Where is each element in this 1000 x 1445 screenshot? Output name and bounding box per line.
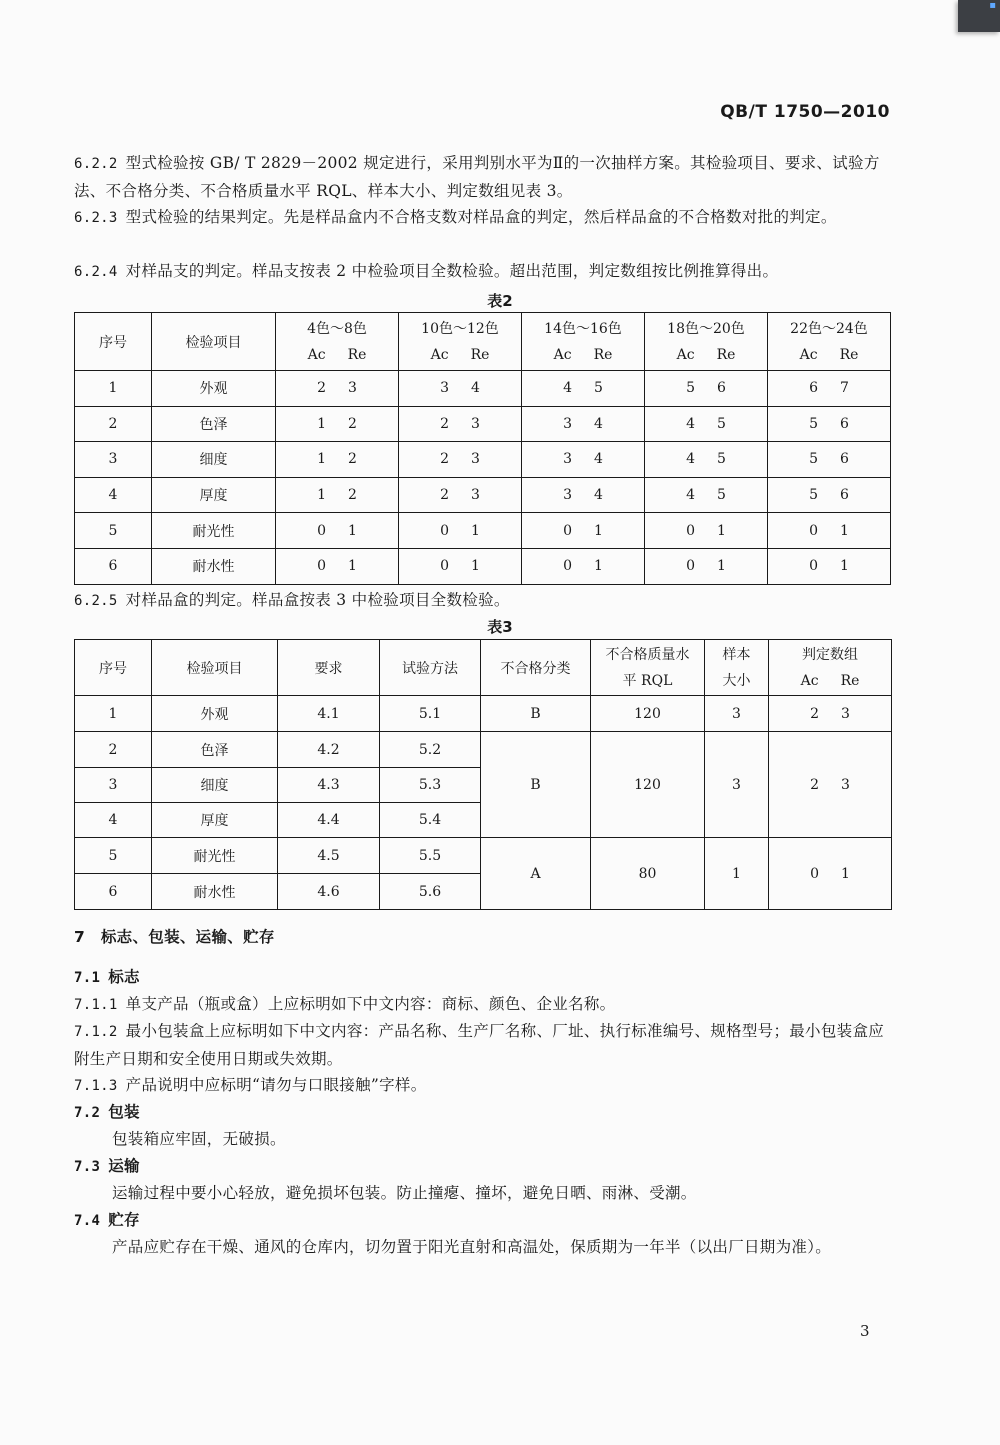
table-row	[75, 406, 891, 442]
table3-header-rql	[591, 640, 705, 696]
re-label: Re	[593, 346, 613, 363]
heading-text: 标志	[108, 968, 140, 986]
item-cell: 外观	[152, 696, 278, 732]
re-value: 4	[594, 487, 603, 504]
re-value: 1	[348, 522, 357, 539]
re-label: Re	[470, 346, 490, 363]
value-cell	[768, 442, 891, 478]
seq-cell: 1	[75, 696, 152, 732]
re-value: 1	[471, 558, 480, 575]
ac-value: 4	[563, 380, 572, 397]
ac-value: 0	[317, 558, 326, 575]
seq-cell: 1	[75, 371, 152, 407]
seq-cell: 4	[75, 477, 152, 513]
table-row	[75, 513, 891, 549]
re-label: Re	[716, 346, 736, 363]
ac-value: 3	[563, 451, 572, 468]
sample-cell: 3	[705, 696, 769, 732]
text-7-4: 产品应贮存在干燥、通风的仓库内，切勿置于阳光直射和高温处，保质期为一年半（以出厂日期为准）。	[112, 1238, 832, 1256]
re-value: 6	[840, 451, 849, 468]
re-value: 5	[717, 451, 726, 468]
value-cell	[768, 513, 891, 549]
value-cell	[399, 442, 522, 478]
clause-text: 最小包装盒上应标明如下中文内容：产品名称、生产厂名称、厂址、执行标准编号、规格型号；最小包装盒应附生产日期和安全使用日期或失效期。	[74, 1022, 885, 1068]
seq-cell: 3	[75, 768, 152, 803]
text-7-3: 运输过程中要小心轻放，避免损坏包装。防止撞瘪、撞坏，避免日晒、雨淋、受潮。	[112, 1184, 697, 1202]
re-value: 3	[841, 705, 850, 722]
value-cell	[522, 371, 645, 407]
judge-cell	[769, 696, 892, 732]
table3-header-row	[75, 640, 892, 696]
sample-cell: 1	[705, 838, 769, 910]
value-cell	[276, 371, 399, 407]
clause-number: 6.2.3	[74, 210, 118, 226]
ac-value: 4	[686, 451, 695, 468]
ac-value: 0	[317, 522, 326, 539]
clause-number: 6.2.2	[74, 156, 118, 172]
re-value: 6	[717, 380, 726, 397]
clause-number: 7.1.2	[74, 1024, 118, 1040]
ac-value: 0	[440, 522, 449, 539]
value-cell	[768, 371, 891, 407]
clause-text: 产品说明中应标明“请勿与口眼接触”字样。	[125, 1076, 427, 1094]
value-cell	[276, 548, 399, 584]
table3-caption: 表3	[487, 618, 513, 636]
req-cell: 4.5	[278, 838, 380, 874]
rql-cell: 80	[591, 838, 705, 910]
method-cell: 5.4	[380, 803, 481, 838]
ac-value: 0	[563, 522, 572, 539]
heading-7-4	[74, 1207, 892, 1235]
ac-value: 3	[440, 380, 449, 397]
table2	[74, 312, 891, 585]
re-value: 2	[348, 451, 357, 468]
value-cell	[645, 548, 768, 584]
clause-number: 6.2.4	[74, 264, 118, 280]
re-label: Re	[347, 346, 367, 363]
corner-tab-glyph: ▪	[989, 0, 996, 11]
value-cell	[276, 477, 399, 513]
seq-cell: 5	[75, 838, 152, 874]
value-cell	[522, 548, 645, 584]
seq-cell: 2	[75, 406, 152, 442]
value-cell	[522, 406, 645, 442]
table3-header-method: 试验方法	[380, 640, 481, 696]
ac-value: 3	[563, 487, 572, 504]
re-value: 1	[348, 558, 357, 575]
re-value: 5	[594, 380, 603, 397]
judge-label: 判定数组	[802, 646, 858, 663]
req-cell: 4.4	[278, 803, 380, 838]
ac-label: Ac	[430, 346, 449, 363]
table2-header-seq: 序号	[75, 313, 152, 371]
judge-cell	[769, 732, 892, 838]
seq-cell: 3	[75, 442, 152, 478]
table2-header-item: 检验项目	[152, 313, 276, 371]
item-cell: 厚度	[152, 803, 278, 838]
seq-cell: 5	[75, 513, 152, 549]
table2-header-row	[75, 313, 891, 371]
ac-value: 5	[686, 380, 695, 397]
item-cell: 细度	[152, 442, 276, 478]
page-number: 3	[860, 1322, 870, 1340]
re-value: 2	[348, 487, 357, 504]
table-row	[75, 696, 892, 732]
ac-label: Ac	[553, 346, 572, 363]
clause-number: 7.2	[74, 1105, 101, 1121]
re-value: 1	[594, 558, 603, 575]
heading-text: 贮存	[108, 1211, 140, 1229]
sample-line-1: 样本	[722, 646, 751, 663]
ac-label: Ac	[800, 672, 819, 689]
group-label: 22色～24色	[790, 320, 868, 337]
table-row	[75, 477, 891, 513]
table3-header-class: 不合格分类	[481, 640, 591, 696]
judge-cell	[769, 838, 892, 910]
clause-7-1-3	[74, 1072, 892, 1100]
req-cell: 4.2	[278, 732, 380, 768]
value-cell	[276, 406, 399, 442]
method-cell: 5.5	[380, 838, 481, 874]
re-value: 3	[471, 415, 480, 432]
clause-7-1-1	[74, 991, 892, 1019]
value-cell	[399, 477, 522, 513]
corner-tab[interactable]	[958, 0, 1000, 32]
re-value: 6	[840, 487, 849, 504]
re-value: 3	[471, 487, 480, 504]
re-value: 3	[348, 380, 357, 397]
item-cell: 细度	[152, 768, 278, 803]
value-cell	[645, 477, 768, 513]
ac-value: 5	[809, 451, 818, 468]
table-row	[75, 371, 891, 407]
ac-value: 0	[809, 522, 818, 539]
table3-header-seq: 序号	[75, 640, 152, 696]
group-label: 4色～8色	[307, 320, 367, 337]
table3-header-req: 要求	[278, 640, 380, 696]
group-label: 10色～12色	[421, 320, 499, 337]
ac-value: 2	[810, 705, 819, 722]
section-7-title: 7 标志、包装、运输、贮存	[74, 928, 275, 946]
method-cell: 5.6	[380, 874, 481, 910]
re-value: 3	[841, 776, 850, 793]
value-cell	[276, 442, 399, 478]
ac-value: 1	[317, 415, 326, 432]
value-cell	[522, 513, 645, 549]
sample-cell: 3	[705, 732, 769, 838]
class-cell: B	[481, 732, 591, 838]
ac-value: 2	[440, 451, 449, 468]
seq-cell: 4	[75, 803, 152, 838]
table-row	[75, 442, 891, 478]
ac-value: 0	[809, 558, 818, 575]
re-value: 1	[717, 522, 726, 539]
table2-header-group	[645, 313, 768, 371]
item-cell: 色泽	[152, 732, 278, 768]
re-value: 1	[840, 558, 849, 575]
ac-value: 3	[563, 415, 572, 432]
table2-header-group	[768, 313, 891, 371]
table3-header-item: 检验项目	[152, 640, 278, 696]
clause-6-2-5	[74, 587, 892, 615]
ac-value: 1	[317, 451, 326, 468]
re-value: 3	[471, 451, 480, 468]
heading-7-3	[74, 1153, 892, 1181]
clause-text: 对样品盒的判定。样品盒按表 3 中检验项目全数检验。	[125, 591, 510, 609]
group-label: 14色～16色	[544, 320, 622, 337]
value-cell	[768, 477, 891, 513]
value-cell	[399, 406, 522, 442]
clause-text: 单支产品（瓶或盒）上应标明如下中文内容：商标、颜色、企业名称。	[125, 995, 616, 1013]
item-cell: 耐光性	[152, 838, 278, 874]
standard-code: QB/T 1750—2010	[720, 102, 890, 122]
method-cell: 5.3	[380, 768, 481, 803]
item-cell: 耐水性	[152, 874, 278, 910]
item-cell: 外观	[152, 371, 276, 407]
clause-text: 型式检验的结果判定。先是样品盒内不合格支数对样品盒的判定，然后样品盒的不合格数对批的判定。	[125, 208, 837, 226]
heading-text: 包装	[108, 1103, 140, 1121]
value-cell	[399, 371, 522, 407]
table3-header-sample	[705, 640, 769, 696]
table-row	[75, 838, 892, 874]
heading-7-1	[74, 964, 892, 992]
clause-number: 7.3	[74, 1159, 101, 1175]
req-cell: 4.3	[278, 768, 380, 803]
clause-6-2-2	[74, 150, 892, 205]
re-value: 4	[594, 415, 603, 432]
ac-value: 4	[686, 415, 695, 432]
seq-cell: 2	[75, 732, 152, 768]
table2-header-group	[399, 313, 522, 371]
ac-value: 0	[810, 865, 819, 882]
ac-value: 0	[686, 522, 695, 539]
ac-value: 2	[440, 487, 449, 504]
value-cell	[399, 513, 522, 549]
table2-header-group	[522, 313, 645, 371]
class-cell: B	[481, 696, 591, 732]
clause-number: 7.1.3	[74, 1078, 118, 1094]
re-value: 2	[348, 415, 357, 432]
table-row	[75, 548, 891, 584]
re-value: 1	[594, 522, 603, 539]
value-cell	[276, 513, 399, 549]
ac-label: Ac	[307, 346, 326, 363]
value-cell	[645, 442, 768, 478]
text-7-2: 包装箱应牢固，无破损。	[112, 1130, 286, 1148]
rql-line-1: 不合格质量水	[605, 646, 690, 663]
value-cell	[645, 371, 768, 407]
value-cell	[645, 406, 768, 442]
ac-value: 0	[440, 558, 449, 575]
table3	[74, 639, 892, 910]
rql-cell: 120	[591, 732, 705, 838]
ac-value: 2	[440, 415, 449, 432]
re-value: 7	[840, 380, 849, 397]
ac-value: 5	[809, 415, 818, 432]
re-value: 6	[840, 415, 849, 432]
ac-value: 5	[809, 487, 818, 504]
heading-text: 运输	[108, 1157, 140, 1175]
heading-7-2	[74, 1099, 892, 1127]
item-cell: 厚度	[152, 477, 276, 513]
value-cell	[645, 513, 768, 549]
item-cell: 色泽	[152, 406, 276, 442]
re-value: 1	[717, 558, 726, 575]
re-value: 5	[717, 487, 726, 504]
item-cell: 耐水性	[152, 548, 276, 584]
value-cell	[522, 477, 645, 513]
seq-cell: 6	[75, 874, 152, 910]
item-cell: 耐光性	[152, 513, 276, 549]
value-cell	[522, 442, 645, 478]
clause-text: 型式检验按 GB/ T 2829－2002 规定进行，采用判别水平为Ⅱ的一次抽样方案。其检验项目、要求、试验方法、不合格分类、不合格质量水平 RQL、样本大小、判定数组见表 3。	[74, 154, 880, 200]
ac-label: Ac	[799, 346, 818, 363]
rql-line-2: 平 RQL	[622, 672, 673, 689]
table3-header-judge	[769, 640, 892, 696]
value-cell	[399, 548, 522, 584]
re-value: 4	[471, 380, 480, 397]
table-row	[75, 732, 892, 768]
ac-value: 0	[686, 558, 695, 575]
class-cell: A	[481, 838, 591, 910]
clause-number: 7.4	[74, 1213, 101, 1229]
ac-value: 2	[317, 380, 326, 397]
clause-number: 6.2.5	[74, 593, 118, 609]
ac-value: 0	[563, 558, 572, 575]
re-value: 4	[594, 451, 603, 468]
value-cell	[768, 548, 891, 584]
table2-caption: 表2	[487, 292, 513, 310]
ac-value: 2	[810, 776, 819, 793]
method-cell: 5.2	[380, 732, 481, 768]
clause-6-2-4	[74, 258, 892, 286]
sample-line-2: 大小	[722, 672, 751, 689]
group-label: 18色～20色	[667, 320, 745, 337]
ac-value: 4	[686, 487, 695, 504]
re-label: Re	[840, 672, 860, 689]
req-cell: 4.1	[278, 696, 380, 732]
clause-7-1-2	[74, 1018, 892, 1073]
req-cell: 4.6	[278, 874, 380, 910]
seq-cell: 6	[75, 548, 152, 584]
table2-header-group	[276, 313, 399, 371]
clause-6-2-3	[74, 204, 892, 232]
re-value: 1	[471, 522, 480, 539]
re-value: 1	[841, 865, 850, 882]
re-value: 5	[717, 415, 726, 432]
clause-text: 对样品支的判定。样品支按表 2 中检验项目全数检验。超出范围，判定数组按比例推算得出。	[125, 262, 779, 280]
rql-cell: 120	[591, 696, 705, 732]
ac-value: 1	[317, 487, 326, 504]
value-cell	[768, 406, 891, 442]
method-cell: 5.1	[380, 696, 481, 732]
re-value: 1	[840, 522, 849, 539]
ac-label: Ac	[676, 346, 695, 363]
clause-number: 7.1.1	[74, 997, 118, 1013]
re-label: Re	[839, 346, 859, 363]
ac-value: 6	[809, 380, 818, 397]
clause-number: 7.1	[74, 970, 101, 986]
